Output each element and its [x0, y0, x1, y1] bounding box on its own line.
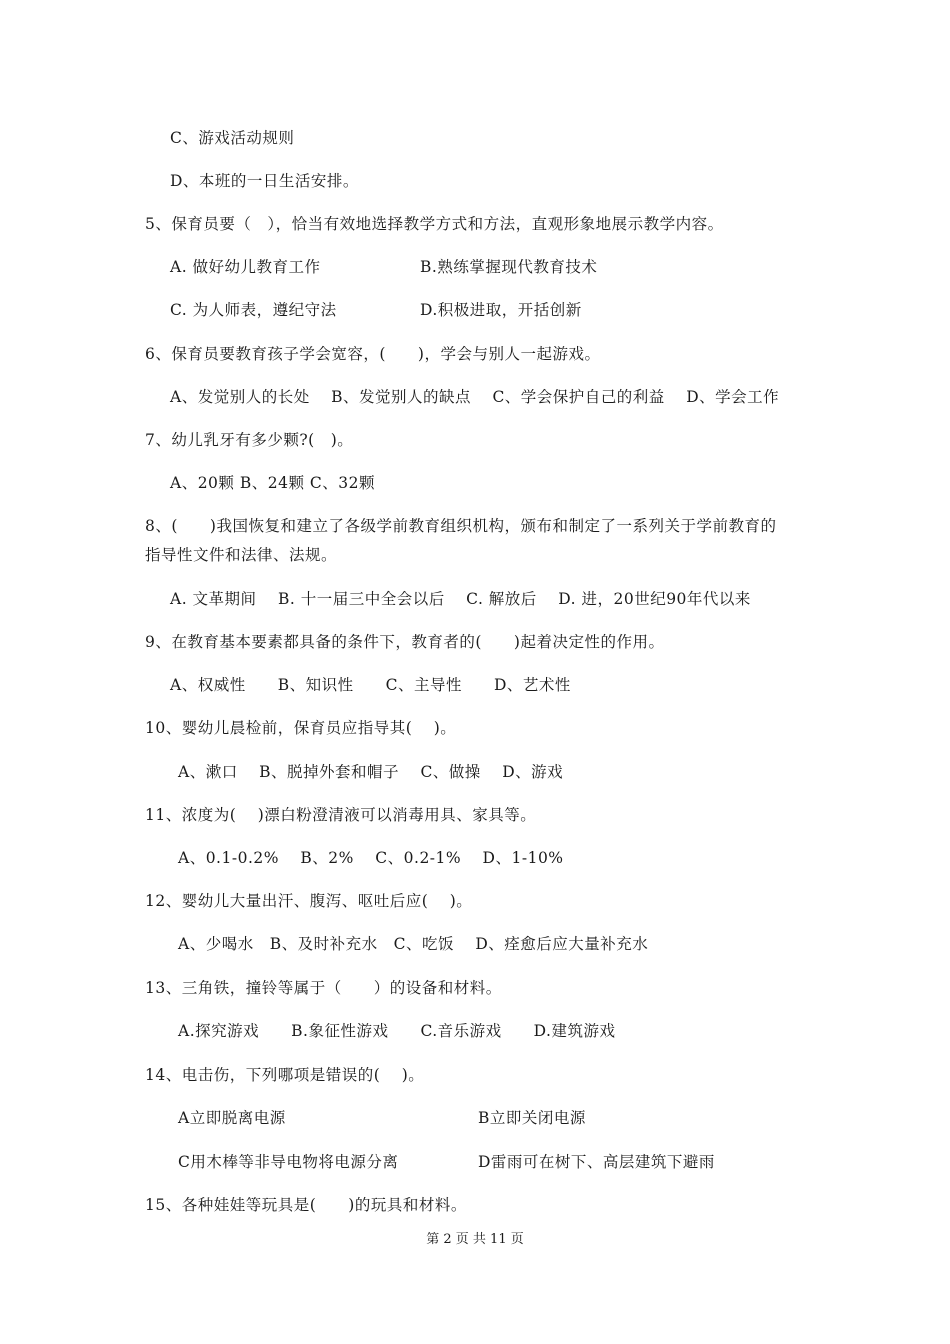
question-6-options: A、发觉别人的长处 B、发觉别人的缺点 C、学会保护自己的利益 D、学会工作	[170, 388, 780, 406]
question-15: 15、各种娃娃等玩具是( )的玩具和材料。	[145, 1196, 467, 1214]
question-13-options: A.探究游戏 B.象征性游戏 C.音乐游戏 D.建筑游戏	[178, 1022, 616, 1040]
question-12: 12、婴幼儿大量出汗、腹泻、呕吐后应( )。	[145, 892, 473, 910]
question-14-option-d: D雷雨可在树下、高层建筑下避雨	[478, 1153, 715, 1171]
question-5-option-c: C. 为人师表，遵纪守法	[170, 301, 337, 319]
question-6: 6、保育员要教育孩子学会宽容，( )，学会与别人一起游戏。	[145, 345, 601, 363]
question-7-options: A、20颗 B、24颗 C、32颗	[170, 474, 375, 492]
option-d-line: D、本班的一日生活安排。	[170, 172, 359, 190]
question-13: 13、三角铁，撞铃等属于（ ）的设备和材料。	[145, 979, 502, 997]
question-5-option-b: B.熟练掌握现代教育技术	[420, 258, 598, 276]
question-14-option-b: B立即关闭电源	[478, 1109, 586, 1127]
question-10-options: A、漱口 B、脱掉外套和帽子 C、做操 D、游戏	[178, 763, 564, 781]
question-14: 14、电击伤，下列哪项是错误的( )。	[145, 1066, 425, 1084]
question-14-option-a: A立即脱离电源	[178, 1109, 286, 1127]
question-11: 11、浓度为( )漂白粉澄清液可以消毒用具、家具等。	[145, 806, 537, 824]
question-9: 9、在教育基本要素都具备的条件下，教育者的( )起着决定性的作用。	[145, 633, 665, 651]
question-10: 10、婴幼儿晨检前，保育员应指导其( )。	[145, 719, 457, 737]
option-c-line: C、游戏活动规则	[170, 129, 295, 147]
question-8-continued: 指导性文件和法律、法规。	[145, 546, 338, 564]
question-12-options: A、少喝水 B、及时补充水 C、吃饭 D、痊愈后应大量补充水	[178, 935, 649, 953]
question-8: 8、( )我国恢复和建立了各级学前教育组织机构，颁布和制定了一系列关于学前教育的	[145, 517, 777, 535]
question-5-option-a: A. 做好幼儿教育工作	[170, 258, 321, 276]
question-7: 7、幼儿乳牙有多少颗?( )。	[145, 431, 354, 449]
question-9-options: A、权威性 B、知识性 C、主导性 D、艺术性	[170, 676, 571, 694]
question-5: 5、保育员要（ ），恰当有效地选择教学方式和方法，直观形象地展示教学内容。	[145, 215, 724, 233]
question-11-options: A、0.1-0.2% B、2% C、0.2-1% D、1-10%	[178, 849, 564, 867]
question-8-options: A. 文革期间 B. 十一届三中全会以后 C. 解放后 D. 进，20世纪90年代以来	[170, 590, 751, 608]
page-footer: 第 2 页 共 11 页	[426, 1232, 524, 1247]
question-5-option-d: D.积极进取，开括创新	[420, 301, 582, 319]
question-14-option-c: C用木棒等非导电物将电源分离	[178, 1153, 399, 1171]
